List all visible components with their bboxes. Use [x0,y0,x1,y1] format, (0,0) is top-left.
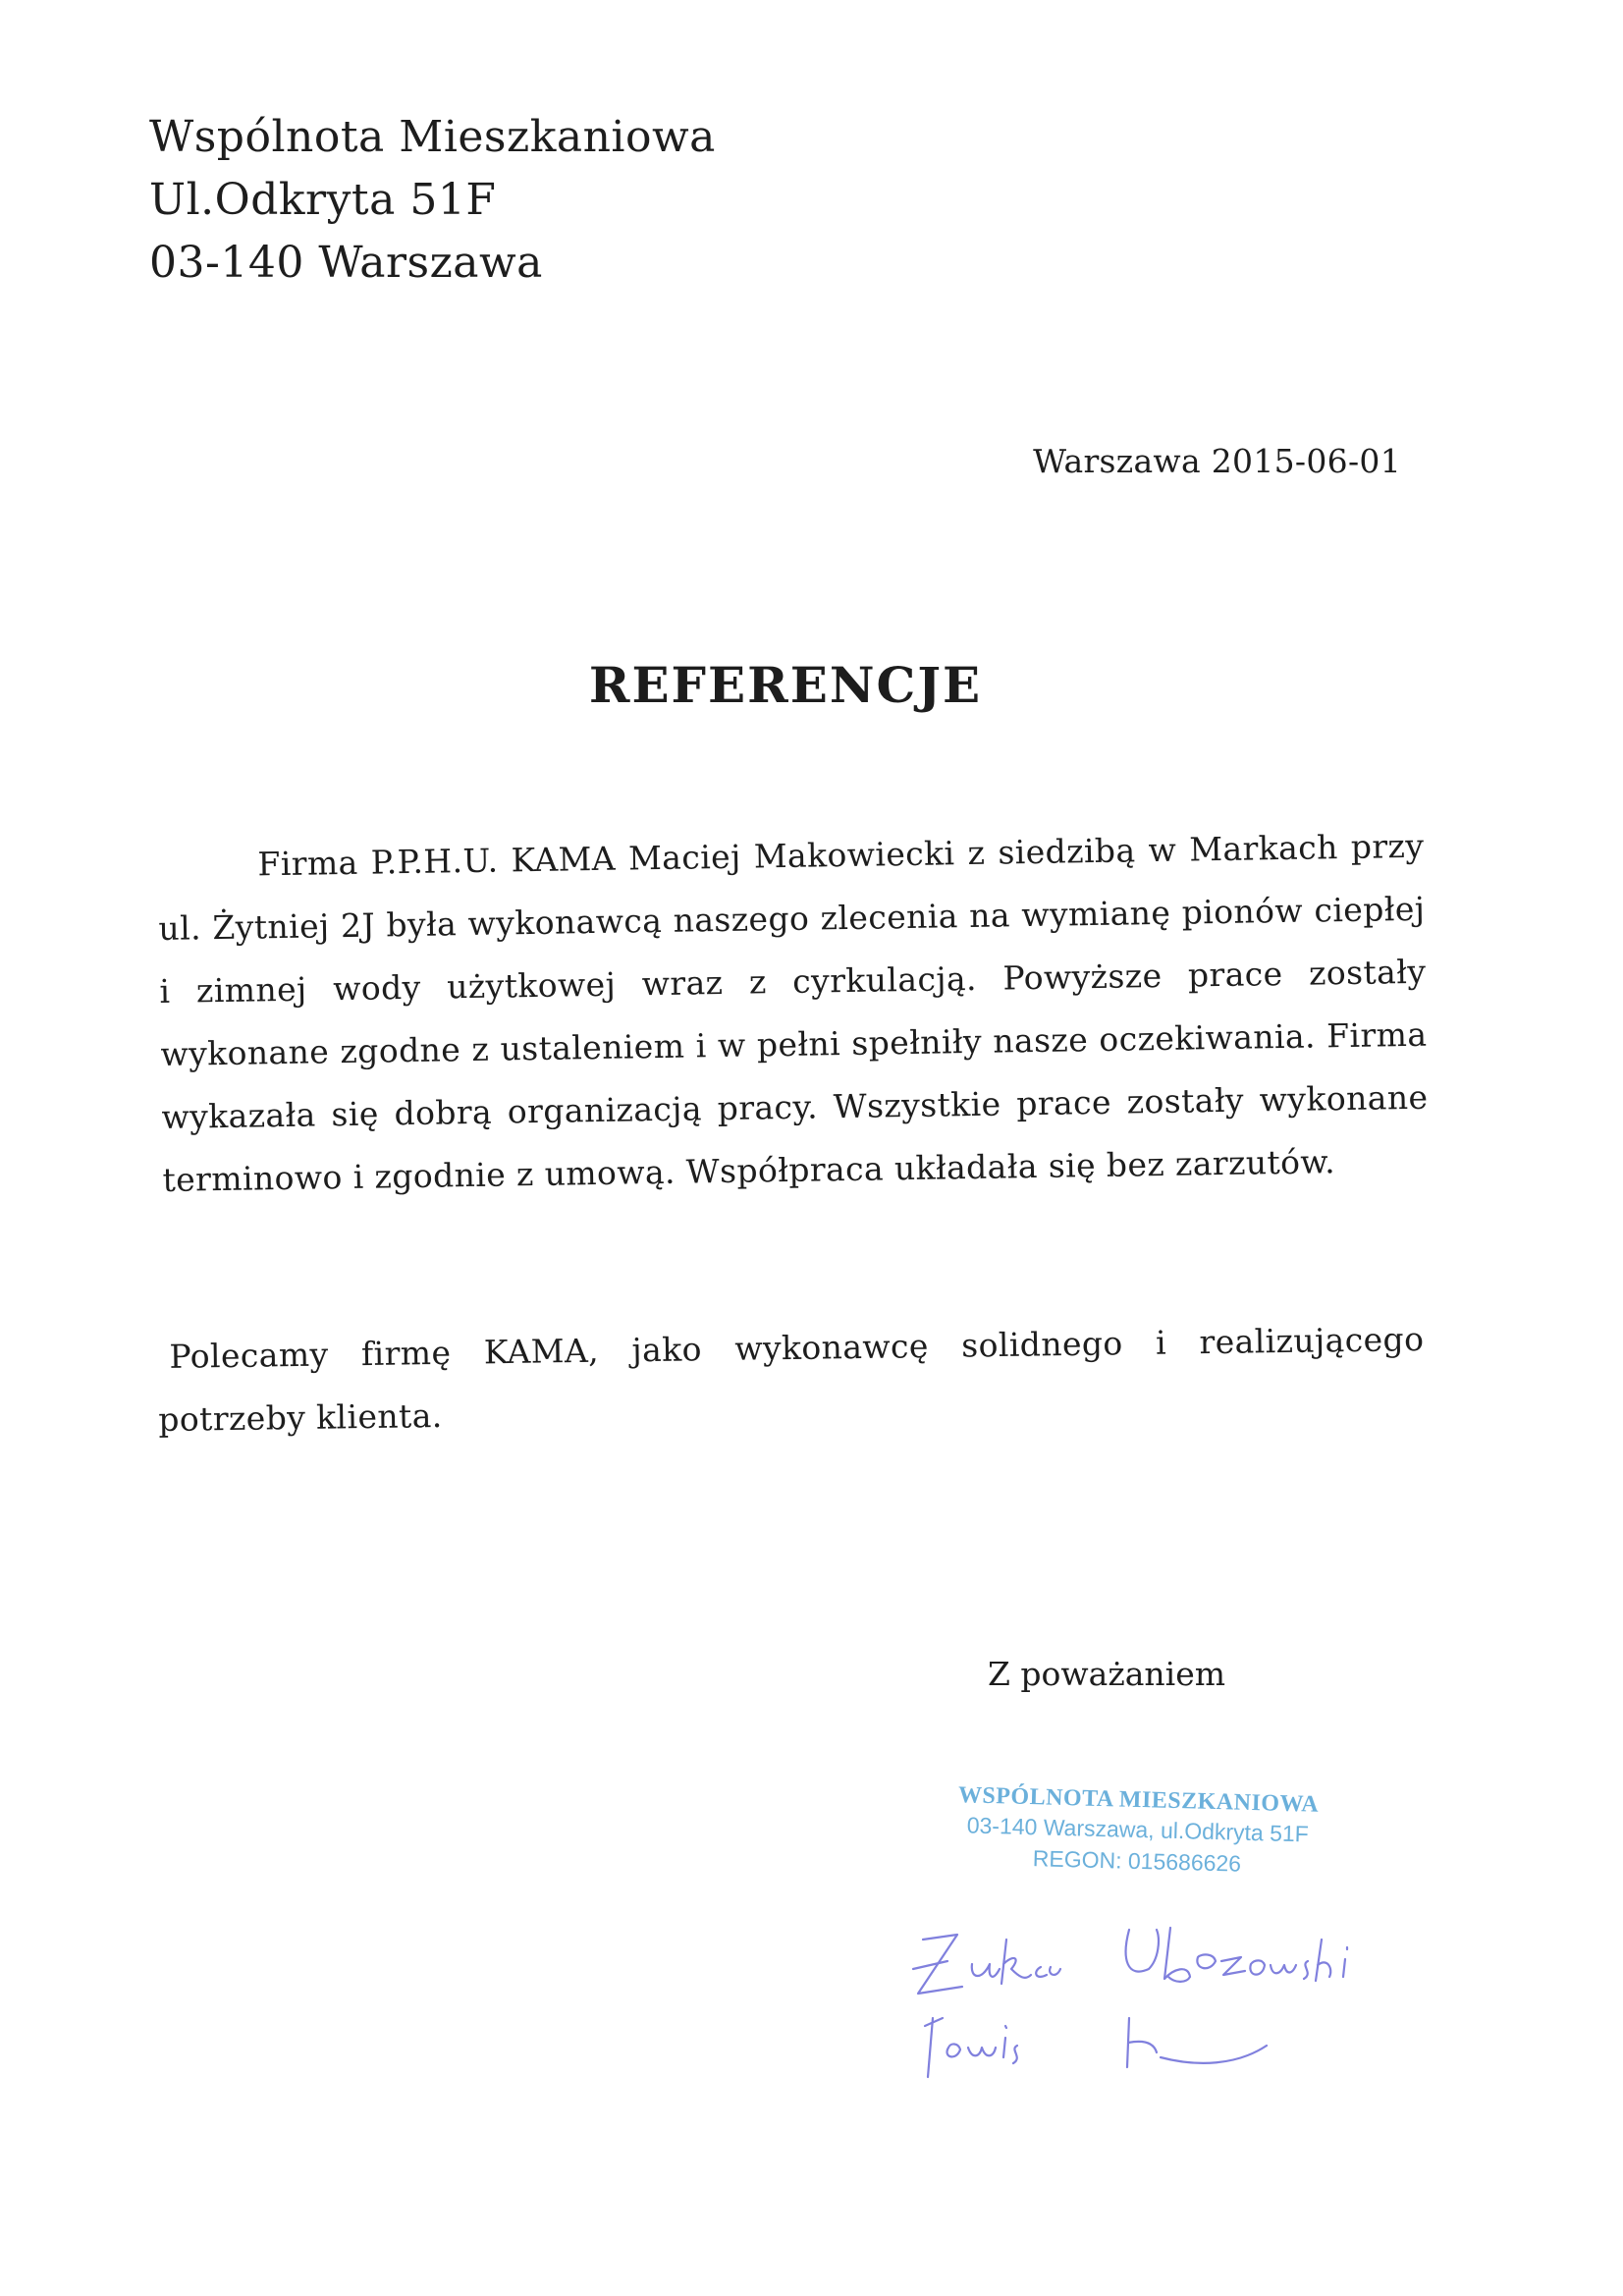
body-paragraph-2: Polecamy firmę KAMA, jako wykonawcę solidnego i realizującego potrzeby klienta. [158,1319,1425,1439]
handwritten-signature [903,1910,1394,2087]
stamp-address: 03-140 Warszawa, ul.Odkryta 51F [966,1812,1310,1847]
document-title: REFERENCJE [588,656,983,714]
letter-date: Warszawa 2015-06-01 [1033,442,1401,480]
sender-name: Wspólnota Mieszkaniowa [149,112,716,162]
sender-street: Ul.Odkryta 51F [149,175,497,225]
stamp-name: WSPÓLNOTA MIESZKANIOWA [957,1782,1320,1818]
stamp-regon: REGON: 015686626 [1032,1845,1242,1877]
body-paragraph-1: Firma P.P.H.U. KAMA Maciej Makowiecki z siedzibą w Markach przy ul. Żytniej 2J była wykonawcą naszego zlecenia na wymianę pionów ciepłej i zimnej wody użytkowej wraz z cyrkulacją. Powyższe prace zostały wykonane zgodne z ustaleniem i w pełni spełniły nasze oczekiwania. Firma wykazała się dobrą organizacją pracy. Wszystkie prace zostały wykonane terminowo i zgodnie z umową. Współpraca układała się bez zarzutów. [158,826,1429,1199]
sender-address [149,106,716,295]
sender-city: 03-140 Warszawa [149,238,543,288]
closing-text: Z poważaniem [988,1655,1226,1693]
organization-stamp [950,1782,1325,1882]
